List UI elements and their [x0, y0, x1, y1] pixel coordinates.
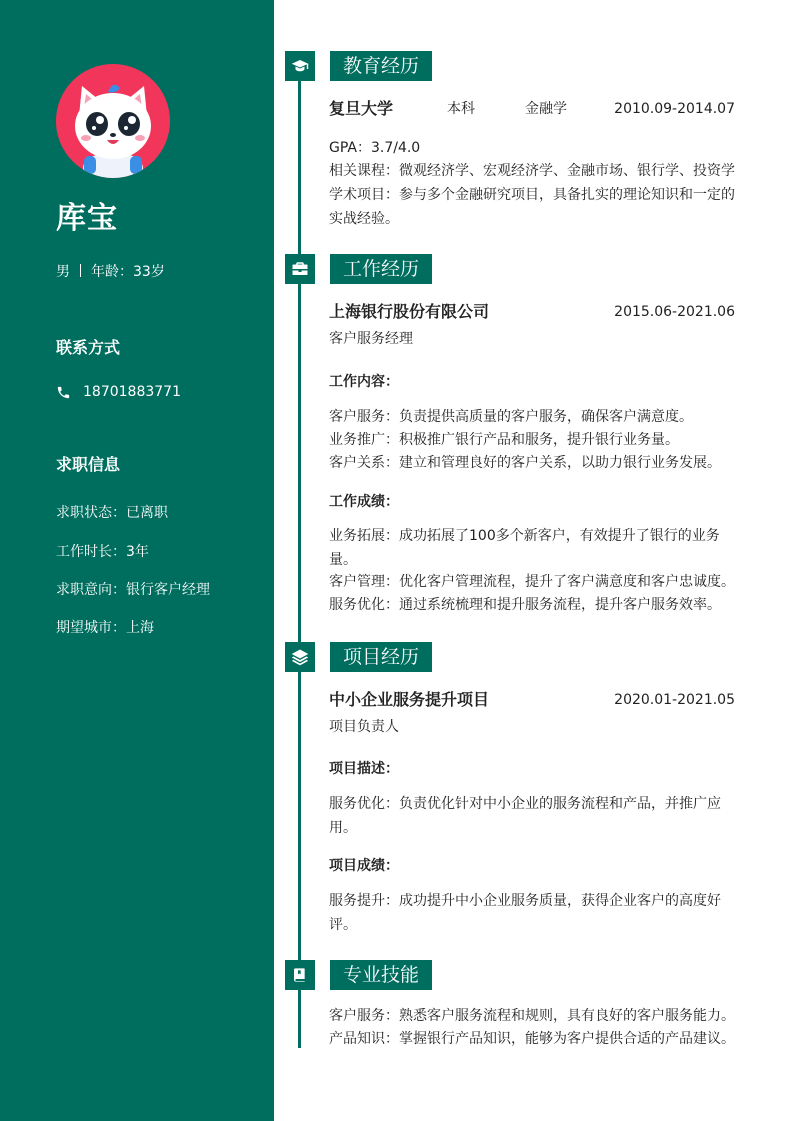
education-period: 2010.09-2014.07 [614, 101, 735, 117]
school-name: 复旦大学 [329, 99, 394, 118]
cat-mascot-icon [56, 64, 170, 178]
work-content-title: 工作内容： [329, 374, 399, 390]
company-name: 上海银行股份有限公司 [329, 302, 490, 321]
courses: 相关课程：微观经济学、宏观经济学、金融市场、银行学、投资学 [329, 163, 735, 179]
phone-row [56, 384, 181, 400]
job-intent: 求职意向：银行客户经理 [56, 582, 210, 598]
project-desc-title: 项目描述： [329, 761, 399, 777]
gpa: GPA：3.7/4.0 [329, 140, 421, 156]
skill-item: 客户服务：熟悉客户服务流程和规则，具有良好的客户服务能力。 [329, 1008, 735, 1024]
gender: 男 [56, 264, 70, 280]
work-content-item: 客户服务：负责提供高质量的客户服务，确保客户满意度。 [329, 409, 693, 425]
section-education-title: 教育经历 [330, 51, 432, 81]
work-content-item: 业务推广：积极推广银行产品和服务，提升银行业务量。 [329, 432, 679, 448]
contact-title: 联系方式 [56, 338, 121, 357]
basic-info [56, 261, 165, 281]
phone-number: 18701883771 [83, 384, 181, 400]
project-desc: 服务优化：负责优化针对中小企业的服务流程和产品，并推广应用。 [329, 796, 721, 836]
section-skills-title: 专业技能 [330, 960, 432, 990]
age: 年龄：33岁 [91, 264, 165, 280]
divider [80, 264, 81, 277]
section-work-title: 工作经历 [330, 254, 432, 284]
work-role: 客户服务经理 [329, 331, 413, 347]
briefcase-icon [285, 254, 315, 284]
work-achieve-title: 工作成绩： [329, 494, 399, 510]
graduation-cap-icon [285, 51, 315, 81]
book-icon [285, 960, 315, 990]
major: 金融学 [525, 101, 567, 117]
skill-item: 产品知识：掌握银行产品知识，能够为客户提供合适的产品建议。 [329, 1031, 735, 1047]
project-name: 中小企业服务提升项目 [329, 690, 490, 709]
job-title: 求职信息 [56, 455, 121, 474]
work-content-item: 客户关系：建立和管理良好的客户关系，以助力银行业务发展。 [329, 455, 721, 471]
avatar [56, 64, 170, 178]
job-city: 期望城市：上海 [56, 620, 154, 636]
job-status: 求职状态：已离职 [56, 505, 168, 521]
academic-projects: 学术项目：参与多个金融研究项目，具备扎实的理论知识和一定的实战经验。 [329, 187, 735, 227]
phone-icon [56, 385, 71, 400]
layers-icon [285, 642, 315, 672]
work-period: 2015.06-2021.06 [614, 304, 735, 320]
sidebar [0, 0, 274, 1121]
project-role: 项目负责人 [329, 719, 399, 735]
work-achievement-item: 业务拓展：成功拓展了100多个新客户，有效提升了银行的业务量。 [329, 528, 720, 568]
work-achievement-item: 服务优化：通过系统梳理和提升服务流程，提升客户服务效率。 [329, 597, 721, 613]
work-achievement-item: 客户管理：优化客户管理流程，提升了客户满意度和客户忠诚度。 [329, 574, 735, 590]
project-result: 服务提升：成功提升中小企业服务质量，获得企业客户的高度好评。 [329, 893, 721, 933]
job-duration: 工作时长：3年 [56, 544, 149, 560]
section-project-title: 项目经历 [330, 642, 432, 672]
timeline-line [298, 66, 301, 1048]
profile-name: 库宝 [56, 201, 118, 236]
project-period: 2020.01-2021.05 [614, 692, 735, 708]
project-result-title: 项目成绩： [329, 858, 399, 874]
degree: 本科 [447, 101, 475, 117]
